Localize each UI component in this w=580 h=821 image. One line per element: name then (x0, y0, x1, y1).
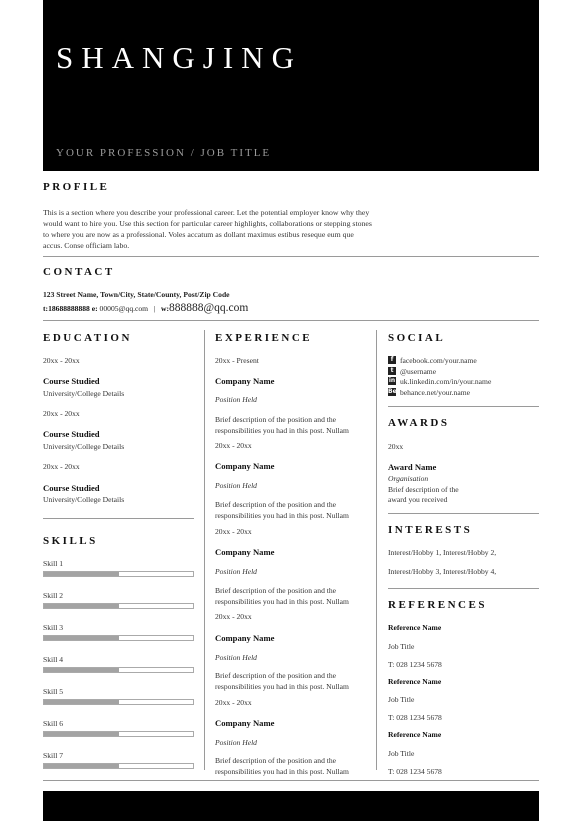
experience-company: Company Name (215, 718, 275, 728)
skill-label: Skill 3 (43, 623, 64, 632)
experience-position: Position Held (215, 567, 257, 576)
award-desc: award you received (388, 495, 448, 504)
skill-bar-fill (44, 732, 119, 736)
skill-bar (43, 667, 194, 673)
education-years: 20xx - 20xx (43, 409, 80, 418)
education-years: 20xx - 20xx (43, 356, 80, 365)
experience-desc: responsibilities you had in this post. Nullam (215, 426, 349, 435)
phone-label: t: (43, 304, 49, 313)
experience-dates: 20xx - 20xx (215, 612, 252, 621)
reference-name: Reference Name (388, 677, 442, 686)
email-value: 00005@qq.com (99, 304, 149, 313)
social-heading: SOCIAL (388, 332, 446, 344)
education-course: Course Studied (43, 483, 100, 493)
education-school: University/College Details (43, 389, 125, 398)
experience-company: Company Name (215, 547, 275, 557)
wechat-label: w: (161, 304, 170, 313)
social-link: @username (400, 366, 437, 376)
education-course: Course Studied (43, 429, 100, 439)
skill-bar-fill (44, 604, 119, 608)
candidate-name: SHANGJING (56, 40, 302, 75)
profile-line: accus. Conse officiam labo. (43, 241, 130, 250)
phone-value: 18688888888 (48, 304, 90, 313)
interests-line: Interest/Hobby 3, Interest/Hobby 4, (388, 567, 497, 576)
experience-desc: Brief description of the position and the (215, 586, 337, 595)
award-organisation: Organisation (388, 474, 429, 483)
contact-address: 123 Street Name, Town/City, State/County, Post/Zip Code (43, 290, 230, 299)
divider (388, 406, 539, 407)
award-name: Award Name (388, 462, 437, 472)
job-title: YOUR PROFESSION / JOB TITLE (56, 147, 272, 159)
skill-label: Skill 6 (43, 719, 64, 728)
facebook-icon: f (388, 356, 396, 364)
wechat-value: 888888@qq.com (169, 302, 249, 314)
profile-line: This is a section where you describe your professional career. Let the potential employer know why they (43, 208, 370, 217)
references-heading: REFERENCES (388, 599, 487, 611)
skill-label: Skill 1 (43, 559, 64, 568)
reference-phone: T: 028 1234 5678 (388, 767, 442, 776)
column-divider (376, 330, 377, 770)
experience-desc: Brief description of the position and the (215, 500, 337, 509)
experience-position: Position Held (215, 653, 257, 662)
resume-header (43, 0, 539, 171)
experience-dates: 20xx - 20xx (215, 441, 252, 450)
contact-heading: CONTACT (43, 266, 115, 278)
divider (43, 320, 539, 321)
divider (388, 513, 539, 514)
education-course: Course Studied (43, 376, 100, 386)
experience-dates: 20xx - 20xx (215, 527, 252, 536)
experience-desc: Brief description of the position and the (215, 756, 337, 765)
education-years: 20xx - 20xx (43, 462, 80, 471)
profile-line: to where you are now as a professional. Voles accatum as dollant maximus estibus reseque eum que (43, 230, 354, 239)
social-link: behance.net/your.name (400, 387, 471, 397)
skills-heading: SKILLS (43, 535, 98, 547)
behance-icon: Be (388, 388, 397, 395)
experience-desc: Brief description of the position and the (215, 415, 337, 424)
contact-details (43, 302, 248, 314)
divider (43, 780, 539, 781)
reference-name: Reference Name (388, 623, 442, 632)
experience-desc: responsibilities you had in this post. Nullam (215, 682, 349, 691)
experience-position: Position Held (215, 738, 257, 747)
experience-company: Company Name (215, 633, 275, 643)
experience-company: Company Name (215, 461, 275, 471)
experience-company: Company Name (215, 376, 275, 386)
education-school: University/College Details (43, 442, 125, 451)
experience-position: Position Held (215, 395, 257, 404)
experience-desc: responsibilities you had in this post. Nullam (215, 511, 349, 520)
reference-phone: T: 028 1234 5678 (388, 660, 442, 669)
reference-phone: T: 028 1234 5678 (388, 713, 442, 722)
skill-bar (43, 731, 194, 737)
award-year: 20xx (388, 442, 404, 451)
skill-bar-fill (44, 700, 119, 704)
profile-text (43, 207, 383, 251)
skill-label: Skill 2 (43, 591, 64, 600)
reference-job: Job Title (388, 749, 415, 758)
social-item-behance (388, 387, 470, 397)
skill-label: Skill 5 (43, 687, 64, 696)
skill-bar (43, 571, 194, 577)
profile-line: would want to hire you. Use this section for particular career highlights, collaborations or stepping stones (43, 219, 372, 228)
skill-bar-fill (44, 636, 119, 640)
skill-bar (43, 763, 194, 769)
experience-heading: EXPERIENCE (215, 332, 313, 344)
awards-heading: AWARDS (388, 417, 450, 429)
profile-heading: PROFILE (43, 181, 110, 193)
interests-line: Interest/Hobby 1, Interest/Hobby 2, (388, 548, 497, 557)
interests-heading: INTERESTS (388, 524, 473, 536)
skill-bar (43, 699, 194, 705)
experience-dates: 20xx - Present (215, 356, 259, 365)
education-school: University/College Details (43, 495, 125, 504)
skill-bar-fill (44, 668, 119, 672)
experience-desc: Brief description of the position and the (215, 671, 337, 680)
social-item-facebook (388, 355, 477, 365)
skill-bar-fill (44, 572, 119, 576)
email-label: e: (91, 304, 98, 313)
experience-position: Position Held (215, 481, 257, 490)
reference-job: Job Title (388, 695, 415, 704)
skill-label: Skill 4 (43, 655, 64, 664)
social-item-twitter (388, 366, 436, 376)
social-link: facebook.com/your.name (400, 355, 477, 365)
divider (43, 518, 194, 519)
social-item-linkedin (388, 376, 491, 386)
experience-desc: responsibilities you had in this post. Nullam (215, 597, 349, 606)
reference-job: Job Title (388, 642, 415, 651)
skill-bar-fill (44, 764, 119, 768)
divider (43, 256, 539, 257)
divider (388, 588, 539, 589)
skill-bar (43, 603, 194, 609)
twitter-icon: t (388, 367, 396, 375)
linkedin-icon: in (388, 377, 396, 384)
social-link: uk.linkedin.com/in/your.name (400, 376, 492, 386)
column-divider (204, 330, 205, 770)
skill-bar (43, 635, 194, 641)
experience-dates: 20xx - 20xx (215, 698, 252, 707)
skill-label: Skill 7 (43, 751, 64, 760)
resume-footer (43, 791, 539, 821)
experience-desc: responsibilities you had in this post. Nullam (215, 767, 349, 776)
reference-name: Reference Name (388, 730, 442, 739)
education-heading: EDUCATION (43, 332, 132, 344)
contact-separator: | (153, 304, 156, 313)
award-desc: Brief description of the (388, 485, 459, 494)
